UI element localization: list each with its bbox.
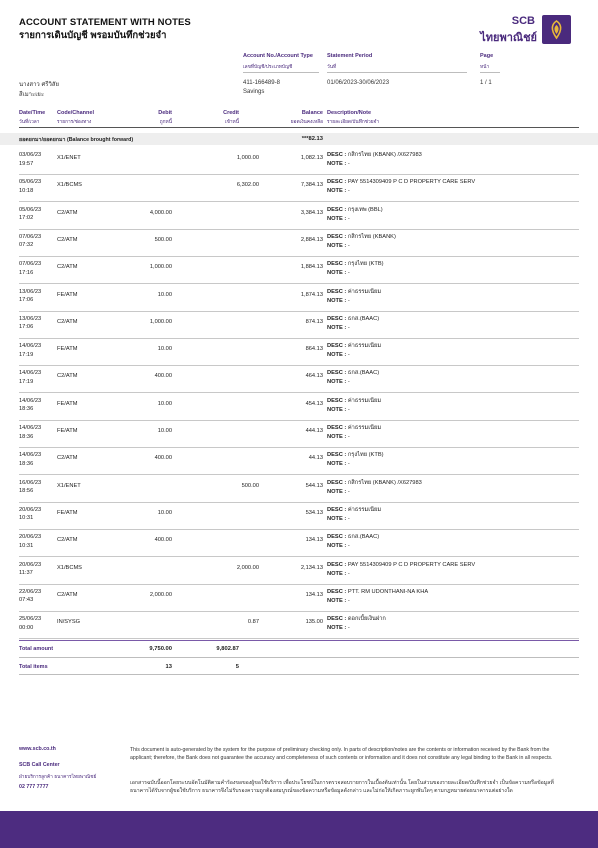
desc-text: PAY 5514309409 P C D PROPERTY CARE SERV xyxy=(347,561,476,568)
row-balance: 464.13 xyxy=(305,373,323,380)
row-code: C2/ATM xyxy=(57,264,78,271)
row-code: X1/ENET xyxy=(57,482,81,489)
page-label: Page xyxy=(480,53,494,59)
row-balance: 1,082.13 xyxy=(300,155,323,161)
page-label-th: หน้า xyxy=(480,65,490,70)
row-date: 05/06/23 xyxy=(19,206,42,213)
desc-text: ค่าธรรมเนียม xyxy=(347,506,382,513)
call-center-phone[interactable]: 02 777 7777 xyxy=(19,784,49,790)
note-prefix: NOTE : xyxy=(327,242,348,249)
table-row xyxy=(19,530,579,557)
row-description xyxy=(327,424,381,442)
row-time: 19:57 xyxy=(19,160,34,167)
period-label-th: วันที่ xyxy=(327,65,337,70)
statement-title-th: รายการเดินบัญชี พรอมบันทึกช่วยจำ xyxy=(19,30,167,41)
desc-text: กรุงไทย (KTB) xyxy=(347,261,384,268)
note-text: - xyxy=(347,434,350,440)
row-code: C2/ATM xyxy=(57,455,78,462)
table-row xyxy=(19,585,579,612)
row-date: 20/06/23 xyxy=(19,506,42,513)
note-prefix: NOTE : xyxy=(327,461,348,468)
row-date-time xyxy=(19,342,41,359)
table-row xyxy=(19,339,579,366)
total-debit-items: 13 xyxy=(165,664,172,670)
col-date-th: วันที่/เวลา xyxy=(19,120,40,125)
table-row xyxy=(19,612,579,639)
col-credit-th: เข้าหนี้ xyxy=(224,120,239,125)
desc-text: PTT. RM UDONTHANI-NA KHA xyxy=(347,588,429,595)
row-balance: 134.13 xyxy=(305,537,323,544)
row-code: X1/ENET xyxy=(57,155,81,161)
account-number: 411-166489-8 xyxy=(243,80,280,86)
row-date-time xyxy=(19,315,41,332)
row-balance: 2,884.13 xyxy=(300,236,323,243)
note-text: - xyxy=(347,515,350,522)
period-label: Statement Period xyxy=(327,53,373,59)
row-debit: 10.00 xyxy=(157,291,172,298)
row-date-time xyxy=(19,397,41,414)
desc-prefix: DESC : xyxy=(327,506,348,513)
row-balance: 135.00 xyxy=(305,619,323,626)
row-date: 07/06/23 xyxy=(19,261,42,268)
period-divider xyxy=(327,72,467,73)
row-code: IN/SYSG xyxy=(57,619,81,626)
row-balance: 454.13 xyxy=(305,400,323,407)
note-prefix: NOTE : xyxy=(327,352,348,359)
row-date: 13/06/23 xyxy=(19,315,42,322)
scb-logo xyxy=(475,15,571,45)
table-row xyxy=(19,285,579,312)
note-text: - xyxy=(347,297,350,304)
row-description xyxy=(327,206,383,224)
row-debit: 400.00 xyxy=(154,373,172,380)
row-time: 10:31 xyxy=(19,515,34,522)
row-description xyxy=(327,260,384,278)
note-prefix: NOTE : xyxy=(327,488,348,495)
row-date: 22/06/23 xyxy=(19,588,42,595)
note-text: - xyxy=(347,161,350,167)
row-time: 18:36 xyxy=(19,406,34,413)
note-text: - xyxy=(347,352,350,359)
row-balance: 2,134.13 xyxy=(300,564,323,571)
totals-divider xyxy=(19,657,579,658)
desc-text: กรุงเทพ (BBL) xyxy=(347,206,383,213)
table-row xyxy=(19,312,579,339)
col-balance-th: ยอดเงินคงเหลือ xyxy=(290,120,323,125)
row-debit: 400.00 xyxy=(154,455,172,462)
row-balance: 864.13 xyxy=(305,346,323,353)
table-row xyxy=(19,503,579,530)
row-time: 07:43 xyxy=(19,597,34,604)
note-text: - xyxy=(347,406,350,413)
note-prefix: NOTE : xyxy=(327,434,348,440)
row-credit: 1,000.00 xyxy=(236,155,259,161)
row-debit: 10.00 xyxy=(157,428,172,434)
row-debit: 2,000.00 xyxy=(149,591,172,598)
row-date-time xyxy=(19,615,41,632)
row-date-time xyxy=(19,561,41,578)
table-row xyxy=(19,421,579,448)
total-debit-amount: 9,750.00 xyxy=(149,646,172,652)
desc-text: ธกส.(BAAC) xyxy=(347,370,380,377)
row-credit: 0.87 xyxy=(247,619,259,626)
desc-prefix: DESC : xyxy=(327,534,348,541)
row-balance: 874.13 xyxy=(305,318,323,325)
row-description xyxy=(327,588,428,606)
desc-prefix: DESC : xyxy=(327,343,348,350)
note-text: - xyxy=(347,188,350,195)
desc-text: กรุงไทย (KTB) xyxy=(347,452,384,459)
call-center-label-th: ฝ่ายบริการลูกค้า ธนาคารไทยพาณิชย์ xyxy=(19,775,97,780)
row-debit: 4,000.00 xyxy=(149,209,172,216)
totals-bottom-rule xyxy=(19,674,579,675)
row-description xyxy=(327,369,379,387)
row-time: 07:32 xyxy=(19,242,34,249)
row-date: 03/06/23 xyxy=(19,152,42,158)
note-prefix: NOTE : xyxy=(327,188,348,195)
desc-prefix: DESC : xyxy=(327,397,348,404)
row-time: 17:19 xyxy=(19,351,34,358)
desc-prefix: DESC : xyxy=(327,288,348,295)
note-prefix: NOTE : xyxy=(327,515,348,522)
row-code: FE/ATM xyxy=(57,346,78,353)
row-date-time xyxy=(19,151,41,168)
col-credit: Credit xyxy=(223,110,239,116)
website-link[interactable]: www.scb.co.th xyxy=(19,746,56,752)
row-debit: 10.00 xyxy=(157,509,172,516)
desc-text: ธกส.(BAAC) xyxy=(347,534,380,541)
row-code: FE/ATM xyxy=(57,291,78,298)
account-label-th: เลขที่บัญชี/ประเภทบัญชี xyxy=(243,65,293,70)
desc-prefix: DESC : xyxy=(327,315,348,322)
row-credit: 2,000.00 xyxy=(236,564,259,571)
note-prefix: NOTE : xyxy=(327,215,348,222)
desc-prefix: DESC : xyxy=(327,479,348,486)
note-text: - xyxy=(347,270,350,277)
row-date-time xyxy=(19,533,41,550)
desc-text: กสิกรไทย (KBANK) /X627983 xyxy=(347,479,422,486)
row-debit: 10.00 xyxy=(157,400,172,407)
brought-forward-balance: ***82.13 xyxy=(301,136,323,142)
row-date-time xyxy=(19,206,41,223)
row-date-time xyxy=(19,479,41,496)
row-description xyxy=(327,615,386,633)
total-amount-label: Total amount xyxy=(19,646,54,652)
logo-text-en: SCB xyxy=(511,15,535,27)
disclaimer-en: This document is auto-generated by the system for the purpose of preliminary checking only. In parts of description/notes are the contents or information received by the Bank from the applicant; therefore, the Bank does not guarantee the accuracy and completeness of such contents or information and it does not constitute any legal binding to the Bank in all respects. xyxy=(130,747,553,762)
row-code: FE/ATM xyxy=(57,509,78,516)
desc-text: ค่าธรรมเนียม xyxy=(347,343,382,350)
row-date-time xyxy=(19,260,41,277)
account-divider xyxy=(243,72,319,73)
note-prefix: NOTE : xyxy=(327,543,348,550)
desc-prefix: DESC : xyxy=(327,616,348,623)
note-text: - xyxy=(347,461,350,468)
desc-text: ค่าธรรมเนียม xyxy=(347,425,382,431)
row-code: FE/ATM xyxy=(57,428,78,434)
note-prefix: NOTE : xyxy=(327,297,348,304)
row-date: 14/06/23 xyxy=(19,343,42,350)
row-description xyxy=(327,506,381,524)
row-debit: 500.00 xyxy=(154,236,172,243)
row-date: 13/06/23 xyxy=(19,288,42,295)
row-date-time xyxy=(19,424,41,441)
note-text: - xyxy=(347,543,350,550)
desc-prefix: DESC : xyxy=(327,425,348,431)
table-row xyxy=(19,175,579,202)
page-divider xyxy=(480,72,500,73)
page-number: 1 / 1 xyxy=(480,80,492,86)
row-description xyxy=(327,233,396,251)
footer-bar xyxy=(0,811,598,848)
desc-prefix: DESC : xyxy=(327,206,348,213)
row-description xyxy=(327,561,475,579)
holder-name-2: สีเมาะเยะ xyxy=(19,92,45,98)
holder-name: นางสาว ศรีวิสัย xyxy=(19,82,60,88)
col-description: Description/Note xyxy=(327,110,372,116)
row-date: 14/06/23 xyxy=(19,397,42,404)
desc-prefix: DESC : xyxy=(327,452,348,459)
col-debit: Debit xyxy=(158,110,172,116)
table-row xyxy=(19,476,579,503)
row-debit: 400.00 xyxy=(154,537,172,544)
row-date-time xyxy=(19,451,41,468)
row-date-time xyxy=(19,233,41,250)
note-prefix: NOTE : xyxy=(327,406,348,413)
note-text: - xyxy=(347,215,350,222)
row-description xyxy=(327,178,475,196)
row-credit: 6,302.00 xyxy=(236,182,259,189)
note-text: - xyxy=(347,324,350,331)
row-date: 16/06/23 xyxy=(19,479,42,486)
row-time: 18:36 xyxy=(19,460,34,467)
table-row xyxy=(19,257,579,284)
total-credit-amount: 9,802.87 xyxy=(216,646,239,652)
note-prefix: NOTE : xyxy=(327,625,348,632)
row-code: C2/ATM xyxy=(57,373,78,380)
col-debit-th: ถูกหนี้ xyxy=(159,120,172,125)
desc-prefix: DESC : xyxy=(327,233,348,240)
row-description xyxy=(327,479,422,497)
row-balance: 3,384.13 xyxy=(300,209,323,216)
note-prefix: NOTE : xyxy=(327,379,348,386)
note-prefix: NOTE : xyxy=(327,324,348,331)
row-balance: 1,874.13 xyxy=(300,291,323,298)
desc-text: ธกส.(BAAC) xyxy=(347,315,380,322)
desc-text: กสิกรไทย (KBANK) /X627983 xyxy=(347,152,422,158)
table-row xyxy=(19,203,579,230)
row-debit: 1,000.00 xyxy=(149,264,172,271)
row-balance: 1,884.13 xyxy=(300,264,323,271)
row-time: 17:06 xyxy=(19,297,34,303)
desc-text: PAY 5514309409 P C D PROPERTY CARE SERV xyxy=(347,179,476,186)
row-date: 25/06/23 xyxy=(19,616,42,623)
row-time: 18:36 xyxy=(19,433,34,440)
row-balance: 534.13 xyxy=(305,509,323,516)
statement-title: ACCOUNT STATEMENT WITH NOTES xyxy=(19,17,191,28)
row-description xyxy=(327,342,381,360)
note-text: - xyxy=(347,488,350,495)
col-balance: Balance xyxy=(301,110,323,116)
desc-prefix: DESC : xyxy=(327,370,348,377)
disclaimer-th: เอกสารฉบับนี้ออกโดยระบบอัตโนมัติตามคำร้องขอของผู้ขอใช้บริการ เพื่อประโยชน์ในการตรวจสอบรายการในเบื้องต้นเท่านั้น โดยในส่วนของรายละเอียด/บันทึกช่วยจำ เป็นข้อความหรือข้อมูลที่ธนาคารได้รับจากผู้ขอใช้บริการ ธนาคารจึงไม่รับรองความถูกต้องสมบูรณ์ของข้อความหรือข้อมูลดังกล่าว และไม่ก่อให้เกิดภาระผูกพันใดๆ ตามกฎหมายต่อธนาคารแต่อย่างใด xyxy=(130,780,554,795)
note-text: - xyxy=(347,597,350,604)
row-debit: 1,000.00 xyxy=(149,318,172,325)
note-text: - xyxy=(347,625,350,632)
note-text: - xyxy=(347,379,350,386)
row-time: 17:16 xyxy=(19,269,34,276)
note-text: - xyxy=(347,570,350,577)
col-code-th: รายการ/ช่องทาง xyxy=(57,120,92,125)
row-code: C2/ATM xyxy=(57,318,78,325)
row-date-time xyxy=(19,506,41,523)
row-date: 20/06/23 xyxy=(19,534,42,541)
row-time: 11:37 xyxy=(19,570,33,576)
desc-prefix: DESC : xyxy=(327,152,348,158)
row-balance: 44.13 xyxy=(308,455,323,462)
row-description xyxy=(327,288,381,306)
row-code: C2/ATM xyxy=(57,591,78,598)
note-prefix: NOTE : xyxy=(327,570,348,577)
row-description xyxy=(327,533,379,551)
desc-prefix: DESC : xyxy=(327,261,348,268)
call-center-label: SCB Call Center xyxy=(19,762,60,768)
scb-emblem-icon xyxy=(542,15,571,44)
desc-text: ค่าธรรมเนียม xyxy=(347,397,382,404)
table-row xyxy=(19,230,579,257)
header-rule xyxy=(19,127,579,128)
account-type: Savings xyxy=(243,89,265,95)
totals-top-rule xyxy=(19,640,579,641)
col-date: Date/Time xyxy=(19,110,46,116)
row-date: 14/06/23 xyxy=(19,452,42,459)
row-code: X1/BCMS xyxy=(57,564,82,571)
row-code: C2/ATM xyxy=(57,209,78,216)
row-date-time xyxy=(19,288,41,305)
row-description xyxy=(327,397,381,415)
note-prefix: NOTE : xyxy=(327,161,348,167)
table-row xyxy=(19,148,579,175)
row-date: 14/06/23 xyxy=(19,425,42,431)
row-time: 00:00 xyxy=(19,624,34,631)
desc-text: ดอกเบี้ยเงินฝาก xyxy=(347,616,386,623)
row-description xyxy=(327,451,384,469)
col-description-th: รายละเอียด/บันทึกช่วยจำ xyxy=(327,120,380,125)
row-date-time xyxy=(19,178,41,195)
row-date: 05/06/23 xyxy=(19,179,42,186)
row-time: 10:18 xyxy=(19,187,34,194)
row-code: C2/ATM xyxy=(57,537,78,544)
row-time: 17:06 xyxy=(19,324,34,331)
account-label: Account No./Account Type xyxy=(243,53,313,59)
col-code: Code/Channel xyxy=(57,110,94,116)
row-balance: 134.13 xyxy=(305,591,323,598)
row-credit: 500.00 xyxy=(241,482,259,489)
table-row xyxy=(19,558,579,585)
row-time: 18:56 xyxy=(19,488,34,495)
desc-text: ค่าธรรมเนียม xyxy=(347,288,382,295)
note-prefix: NOTE : xyxy=(327,597,348,604)
row-time: 17:19 xyxy=(19,378,34,385)
row-date-time xyxy=(19,588,41,605)
row-balance: 544.13 xyxy=(305,482,323,489)
logo-text-th: ไทยพาณิชย์ xyxy=(480,32,537,44)
row-debit: 10.00 xyxy=(157,346,172,353)
row-code: X1/BCMS xyxy=(57,182,82,189)
row-date: 14/06/23 xyxy=(19,370,42,377)
desc-prefix: DESC : xyxy=(327,179,348,186)
row-balance: 7,384.13 xyxy=(300,182,323,189)
row-time: 17:02 xyxy=(19,215,34,222)
row-date-time xyxy=(19,369,41,386)
desc-prefix: DESC : xyxy=(327,561,348,568)
row-description xyxy=(327,315,379,333)
total-credit-items: 5 xyxy=(235,664,239,670)
brought-forward-label: ยอดยกมา/ยอดยกมา (Balance brought forward) xyxy=(19,137,134,143)
statement-period: 01/06/2023-30/06/2023 xyxy=(327,80,390,86)
table-row xyxy=(19,448,579,475)
desc-text: กสิกรไทย (KBANK) xyxy=(347,233,396,240)
row-code: C2/ATM xyxy=(57,236,78,243)
row-date: 07/06/23 xyxy=(19,233,42,240)
row-balance: 444.13 xyxy=(305,428,323,434)
note-prefix: NOTE : xyxy=(327,270,348,277)
table-row xyxy=(19,394,579,421)
row-time: 10:31 xyxy=(19,542,34,549)
desc-prefix: DESC : xyxy=(327,588,348,595)
row-description xyxy=(327,151,422,169)
note-text: - xyxy=(347,242,350,249)
row-code: FE/ATM xyxy=(57,400,78,407)
table-row xyxy=(19,366,579,393)
row-date: 20/06/23 xyxy=(19,561,42,568)
total-items-label: Total items xyxy=(19,664,48,670)
